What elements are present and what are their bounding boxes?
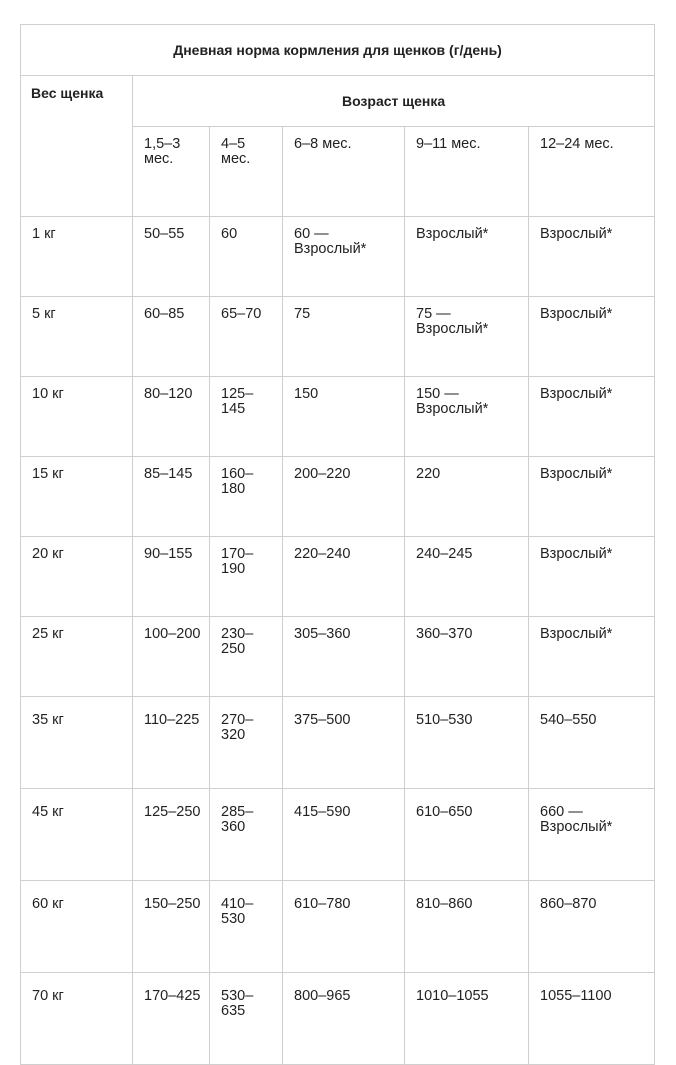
value-cell: Взрослый* [529, 377, 655, 457]
value-cell: 240–245 [405, 537, 529, 617]
weight-cell: 20 кг [21, 537, 133, 617]
age-column-header: 1,5–3 мес. [133, 127, 210, 217]
age-column-header: 12–24 мес. [529, 127, 655, 217]
value-cell: 75 [283, 297, 405, 377]
value-cell: 65–70 [210, 297, 283, 377]
table-row [21, 297, 655, 377]
value-cell: 230–250 [210, 617, 283, 697]
feeding-table [20, 24, 655, 1065]
title-row [21, 25, 655, 76]
table-row [21, 537, 655, 617]
value-cell: 100–200 [133, 617, 210, 697]
value-cell: 60 [210, 217, 283, 297]
value-cell: 540–550 [529, 697, 655, 789]
table-row [21, 217, 655, 297]
value-cell: 80–120 [133, 377, 210, 457]
value-cell: Взрослый* [529, 297, 655, 377]
age-group-header: Возраст щенка [133, 76, 655, 127]
table-row [21, 789, 655, 881]
value-cell: 1055–1100 [529, 973, 655, 1065]
value-cell: 150 — Взрослый* [405, 377, 529, 457]
weight-cell: 1 кг [21, 217, 133, 297]
value-cell: 415–590 [283, 789, 405, 881]
weight-cell: 15 кг [21, 457, 133, 537]
value-cell: Взрослый* [529, 457, 655, 537]
value-cell: 1010–1055 [405, 973, 529, 1065]
value-cell: 125–250 [133, 789, 210, 881]
value-cell: 530–635 [210, 973, 283, 1065]
weight-cell: 45 кг [21, 789, 133, 881]
value-cell: 285–360 [210, 789, 283, 881]
value-cell: 170–190 [210, 537, 283, 617]
value-cell: 220 [405, 457, 529, 537]
value-cell: 270–320 [210, 697, 283, 789]
value-cell: Взрослый* [529, 537, 655, 617]
value-cell: 360–370 [405, 617, 529, 697]
value-cell: 375–500 [283, 697, 405, 789]
header-row [21, 76, 655, 127]
weight-cell: 35 кг [21, 697, 133, 789]
value-cell: 810–860 [405, 881, 529, 973]
value-cell: 60–85 [133, 297, 210, 377]
value-cell: 75 — Взрослый* [405, 297, 529, 377]
weight-cell: 10 кг [21, 377, 133, 457]
table-row [21, 457, 655, 537]
value-cell: 800–965 [283, 973, 405, 1065]
value-cell: Взрослый* [529, 617, 655, 697]
value-cell: 305–360 [283, 617, 405, 697]
value-cell: 860–870 [529, 881, 655, 973]
value-cell: 610–780 [283, 881, 405, 973]
value-cell: Взрослый* [405, 217, 529, 297]
value-cell: 110–225 [133, 697, 210, 789]
table-title: Дневная норма кормления для щенков (г/день) [21, 25, 655, 76]
value-cell: 90–155 [133, 537, 210, 617]
value-cell: 660 — Взрослый* [529, 789, 655, 881]
weight-cell: 60 кг [21, 881, 133, 973]
table-row [21, 881, 655, 973]
value-cell: 200–220 [283, 457, 405, 537]
value-cell: 150 [283, 377, 405, 457]
value-cell: Взрослый* [529, 217, 655, 297]
value-cell: 170–425 [133, 973, 210, 1065]
value-cell: 610–650 [405, 789, 529, 881]
value-cell: 85–145 [133, 457, 210, 537]
value-cell: 410–530 [210, 881, 283, 973]
age-column-header: 6–8 мес. [283, 127, 405, 217]
value-cell: 50–55 [133, 217, 210, 297]
table-row [21, 617, 655, 697]
age-column-header: 4–5 мес. [210, 127, 283, 217]
weight-column-header: Вес щенка [21, 76, 133, 217]
table-row [21, 697, 655, 789]
weight-cell: 5 кг [21, 297, 133, 377]
value-cell: 160–180 [210, 457, 283, 537]
value-cell: 510–530 [405, 697, 529, 789]
weight-cell: 70 кг [21, 973, 133, 1065]
value-cell: 125–145 [210, 377, 283, 457]
weight-cell: 25 кг [21, 617, 133, 697]
value-cell: 150–250 [133, 881, 210, 973]
table-row [21, 973, 655, 1065]
age-column-header: 9–11 мес. [405, 127, 529, 217]
value-cell: 220–240 [283, 537, 405, 617]
value-cell: 60 — Взрослый* [283, 217, 405, 297]
table-row [21, 377, 655, 457]
